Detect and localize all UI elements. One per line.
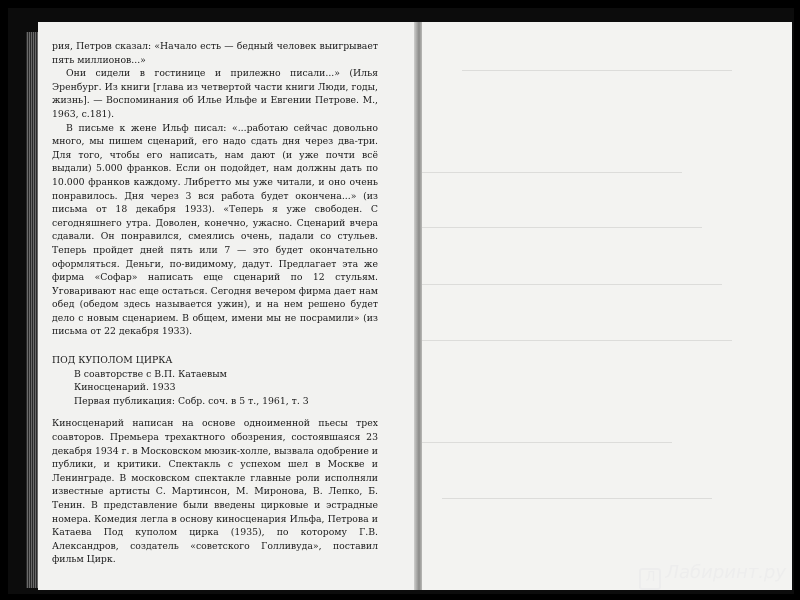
paragraph-4: Киносценарий написан на основе одноименной пьесы трех соавторов. Премьера трехактного обозрения, состоявшаяся 23 декабря 1934 г. в Московском мюзик-холле, вызвала одобрение и публики, и критики. Спектакль с успехом шел в Москве и Ленинграде. В московском спектакле главные роли исполняли известные артисты С. Мартинсон, М. Миронова, В. Лепко, Б. Тенин. В представление были введены цирковые и эстрадные номера. Комедия легла в основу киносценария Ильфа, Петрова и Катаева Под куполом цирка (1935), по которому Г.В. Александров, создатель «советского Голливуда», поставил фильм Цирк. — [52, 418, 378, 566]
bleed-through-line — [422, 442, 672, 443]
bleed-through-line — [422, 284, 722, 285]
bleed-through-line — [442, 498, 712, 499]
bleed-through-line — [462, 70, 732, 71]
paragraph-3: В письме к жене Ильф писал: «...работаю сейчас довольно много, мы пишем сценарий, его надо сдать дня через два-три. Для того, чтобы его написать, нам дают (и уже почти всё выдали) 5.000 франков. Если он подойдет, нам должны дать по 10.000 франков каждому. Либретто мы уже читали, и оно очень понравилось. Дня через 3 вся работа будет окончена...» (из письма от 18 декабря 1933). «Теперь я уже свободен. С сегодняшнего утра. Доволен, конечно, ужасно. Сценарий вчера сдавали. Он понравился, смеялись очень, падали со стульев. Теперь пройдет дней пять или 7 — это будет окончательно оформляться. Деньги, по-видимому, дадут. Предлагает эта же фирма «Софар» написать еще сценарий по 12 стульям. Уговаривают нас еще остаться. Сегодня вечером фирма дает нам обед (обедом здесь называется ужин), и на нем решено будет дело с новым сценарием. В общем, имени мы не посрамили» (из письма от 22 декабря 1933). — [52, 122, 378, 338]
paragraph-2: Они сидели в гостинице и прилежно писали...» (Илья Эренбург. Из книги [глава из четвертой части книги Люди, годы, жизнь]. — Воспоминания об Илье Ильфе и Евгении Петрове. М., 1963, с.181). — [52, 68, 378, 120]
page-edges — [26, 32, 38, 588]
genre-line: Киносценарий. 1933 — [74, 382, 176, 394]
publication-line: Первая публикация: Собр. соч. в 5 т., 1961, т. 3 — [74, 395, 309, 407]
labyrinth-logo-icon: Л — [639, 568, 661, 590]
paragraph-1: рия, Петров сказал: «Начало есть — бедный человек выигрывает пять миллионов...» — [52, 41, 378, 66]
bleed-through-line — [422, 227, 702, 228]
bleed-through-line — [422, 172, 682, 173]
bleed-through-line — [422, 340, 732, 341]
coauthors-line: В соавторстве с В.П. Катаевым — [74, 368, 227, 380]
section-heading: ПОД КУПОЛОМ ЦИРКА — [52, 355, 173, 367]
left-page-text — [52, 40, 378, 567]
site-watermark — [639, 562, 786, 590]
watermark-text: Лабиринт.ру — [665, 562, 786, 583]
right-page — [422, 22, 792, 590]
